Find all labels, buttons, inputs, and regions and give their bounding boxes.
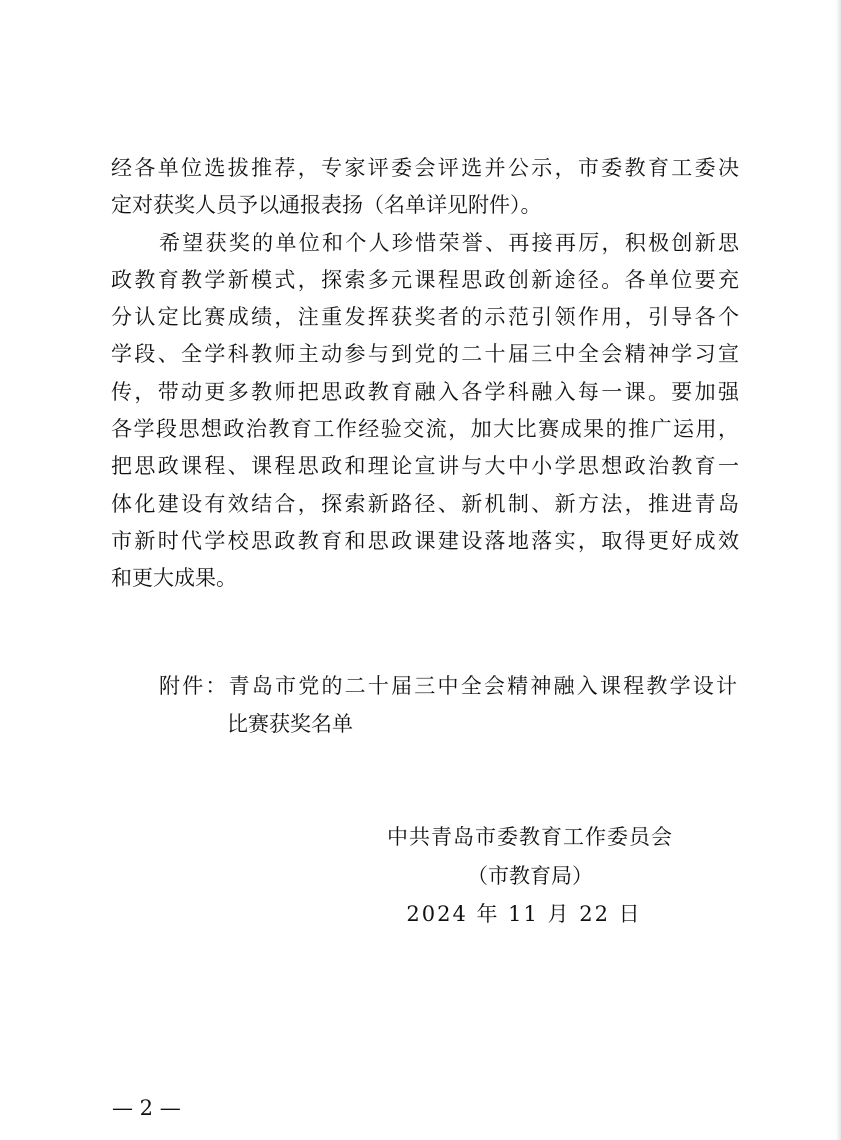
body-line: 和更大成果。 [111, 566, 237, 591]
body-line: 体化建设有效结合，探索新路径、新机制、新方法，推进青岛 [111, 491, 739, 516]
attachment-note [159, 667, 737, 743]
attachment-line-2: 比赛获奖名单 [227, 712, 353, 736]
document-body [111, 150, 739, 598]
body-line: 把思政课程、课程思政和理论宣讲与大中小学思想政治教育一 [111, 454, 739, 479]
issuing-organization: 中共青岛市委教育工作委员会 [387, 825, 673, 849]
body-line: 政教育教学新模式，探索多元课程思政创新途径。各单位要充 [111, 267, 739, 292]
signature-block [360, 818, 700, 934]
body-line: 市新时代学校思政教育和思政课建设落地落实，取得更好成效 [111, 528, 739, 553]
body-line: 分认定比赛成绩，注重发挥获奖者的示范引领作用，引导各个 [111, 305, 739, 330]
attachment-line-1: 附件：青岛市党的二十届三中全会精神融入课程教学设计 [159, 674, 737, 698]
body-line: 学段、全学科教师主动参与到党的二十届三中全会精神学习宣 [111, 342, 739, 367]
page-number: — 2 — [112, 1096, 181, 1120]
body-line: 各学段思想政治教育工作经验交流，加大比赛成果的推广运用， [111, 417, 739, 442]
body-line: 定对获奖人员予以通报表扬（名单详见附件）。 [111, 193, 542, 218]
body-line: 传，带动更多教师把思政教育融入各学科融入每一课。要加强 [111, 379, 739, 404]
page-edge-shadow [836, 0, 841, 1140]
issuing-bureau: （市教育局） [467, 863, 593, 888]
issue-date: 2024 年 11 月 22 日 [406, 902, 642, 926]
body-line: 经各单位选拔推荐，专家评委会评选并公示，市委教育工委决 [111, 156, 739, 180]
body-line: 希望获奖的单位和个人珍惜荣誉、再接再厉，积极创新思 [159, 230, 739, 255]
